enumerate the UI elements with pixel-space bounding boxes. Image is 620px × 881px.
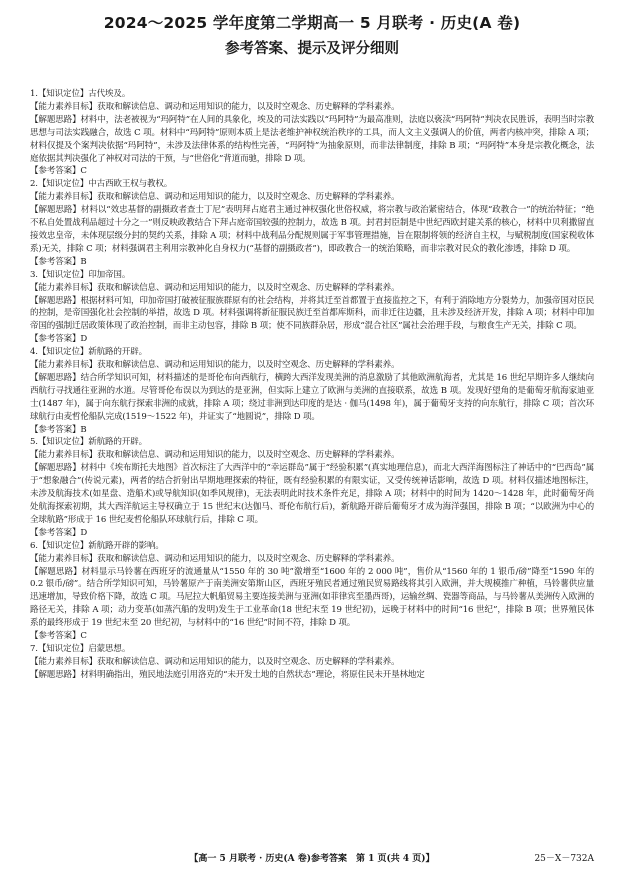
answer-item-5	[30, 436, 594, 539]
knowledge-line: 5.【知识定位】新航路的开辟。	[30, 437, 148, 448]
analysis-paragraph: 【解题思路】材料显示马铃薯在西班牙的流通量从“1550 年的 30 吨”激增至“1600 年的 2 000 吨”，售价从“1560 年的 1 银币/磅”降至“1590 年的 0.2 银币/磅”。结合所学知识可知，马铃薯原产于南美洲安第斯山区，西班牙殖民者通过殖民贸易路线将其引入欧洲，并大规模推广种植，马铃薯供应量迅速增加，导致价格下降，故选 C 项。马尼拉大帆船贸易主要连接美洲与亚洲(如菲律宾至墨西哥)，运输丝绸、瓷器等商品，与马铃薯从美洲传入欧洲的路径无关，排除 A 项；动力变革(如蒸汽船的发明)发生于工业革命(18 世纪末至 19 世纪初)，远晚于材料中的时间“16 世纪”，排除 B 项；世界殖民体系的最终形成于 19 世纪末至 20 世纪初，与材料中的“16 世纪”时间不符，排除 D 项。	[30, 566, 594, 629]
knowledge-line: 2.【知识定位】中古西欧王权与教权。	[30, 179, 173, 190]
analysis-paragraph: 【解题思路】材料以“效忠基督的副摄政者查士丁尼”表明拜占庭君主通过神权强化世俗权威，将宗教与政治紧密结合，体现“政教合一”的统治特征；“绝不私自处置战利品超过十分之一”则反映政教结合下拜占庭帝国较强的控制力，故选 B 项。封君封臣制是中世纪西欧封建关系的核心，材料中贝利撒留直接效忠皇帝，未体现层级分封的契约关系，排除 A 项；材料中战利品分配规则属于军事管理措施，旨在限制将领的经济自主权，与赋税制度(国家税收体系)无关，排除 C 项；材料强调君主利用宗教神化自身权力(“基督的副摄政者”)，即政教合一的统治策略，而非宗教对民众的教化渗透，排除 D 项。	[30, 205, 594, 254]
analysis-paragraph: 【解题思路】材料中，法老被视为“玛阿特”在人间的具象化，埃及的司法实践以“玛阿特”为最高准则，法庭以亵渎“玛阿特”判决农民胜诉，表明当时宗教思想与司法实践融合，故选 C 项。材料中“玛阿特”原则本质上是法老维护神权统治秩序的工具，而人文主义强调人的价值，两者内核冲突，排除 A 项；材料仅提及个案判决依据“玛阿特”，未涉及法律体系的结构性完善，“玛阿特”为抽象原则，而非法律制度，排除 B 项；“玛阿特”本身是宗教化概念，法庭依据其判决强化了神权对司法的干预，与“世俗化”背道而驰，排除 D 项。	[30, 114, 594, 164]
page-footer	[30, 851, 594, 867]
answer-line: 【参考答案】B	[30, 256, 87, 267]
knowledge-line: 3.【知识定位】印加帝国。	[30, 269, 131, 280]
answer-line: 【参考答案】C	[30, 166, 87, 177]
document-subtitle: 参考答案、提示及评分细则	[225, 41, 399, 57]
ability-line: 【能力素养目标】获取和解读信息、调动和运用知识的能力，以及时空观念、历史解释的学科素养。	[30, 101, 400, 112]
analysis-paragraph: 【解题思路】材料中《埃布斯托夫地图》首次标注了大西洋中的“幸运群岛”属于“经验积累”(真实地理信息)，而北大西洋海图标注了神话中的“巴西岛”属于“想象融合”(传说元素)，两者的结合折射出早期地理探索的特征，既有经验积累的有限实证，又受传统神话影响，故选 D 项。材料仅描述地图标注，未涉及航海技术(如星盘、造船术)或导航知识(如季风规律)，无法表明此时技术条件充足，排除 A 项；材料中的时间为 1420～1428 年，此时葡萄牙尚处航海探索初期，其大西洋航运主导权确立于 15 世纪末(达伽马、哥伦布航行后)，新航路开辟后葡萄牙才成为海洋强国，排除 B 项；“以欧洲为中心的全球航路”形成于 16 世纪麦哲伦船队环球航行后，排除 C 项。	[30, 463, 594, 525]
footer-code: 25－X－732A	[534, 854, 594, 864]
analysis-paragraph: 【解题思路】材料明确指出，殖民地法庭引用洛克的“未开发土地的自然状态”理论，将原住民未开垦林地定	[30, 669, 425, 680]
ability-line: 【能力素养目标】获取和解读信息、调动和运用知识的能力，以及时空观念、历史解释的学科素养。	[30, 192, 400, 203]
knowledge-line: 4.【知识定位】新航路的开辟。	[30, 347, 148, 358]
ability-line: 【能力素养目标】获取和解读信息、调动和运用知识的能力，以及时空观念、历史解释的学科素养。	[30, 553, 400, 564]
document-title: 2024～2025 学年度第二学期高一 5 月联考 · 历史(A 卷)	[103, 14, 521, 32]
answer-list	[30, 88, 594, 848]
answer-line: 【参考答案】B	[30, 424, 87, 435]
knowledge-line: 7.【知识定位】启蒙思想。	[30, 643, 131, 654]
answer-item-7	[30, 643, 594, 682]
knowledge-line: 6.【知识定位】新航路开辟的影响。	[30, 540, 164, 551]
analysis-paragraph: 【解题思路】结合所学知识可知，材料描述的是哥伦布向西航行，横跨大西洋发现美洲的消息激励了其他欧洲航海者，尤其是 16 世纪早期许多人继续向西航行寻找通往亚洲的水道。尽管哥伦布误以为到达的是亚洲，但实际上建立了欧洲与美洲的直接联系，故选 B 项。发现好望角的是葡萄牙航海家迪亚士(1487 年)，属于向东航行探索非洲的成就，排除 A 项；绕过非洲到达印度的是达 · 伽马(1498 年)，属于葡萄牙支持的向东航行，排除 C 项；首次环球航行由麦哲伦船队完成(1519～1522 年)，并证实了“地圆说”，排除 D 项。	[30, 372, 594, 422]
answer-line: 【参考答案】D	[30, 527, 88, 538]
ability-line: 【能力素养目标】获取和解读信息、调动和运用知识的能力，以及时空观念、历史解释的学科素养。	[30, 282, 400, 293]
answer-item-4	[30, 346, 594, 436]
knowledge-line: 1.【知识定位】古代埃及。	[30, 89, 131, 99]
ability-line: 【能力素养目标】获取和解读信息、调动和运用知识的能力，以及时空观念、历史解释的学科素养。	[30, 450, 400, 461]
answer-item-1	[30, 88, 594, 178]
answer-item-2	[30, 178, 594, 268]
footer-page-info: 【高一 5 月联考 · 历史(A 卷)参考答案 第 1 页(共 4 页)】	[189, 854, 435, 864]
answer-item-6	[30, 540, 594, 643]
analysis-paragraph: 【解题思路】根据材料可知，印加帝国打破被征服族群原有的社会结构，并将其迁至首都置于直接监控之下，有利于消除地方分裂势力，加强帝国对臣民的控制，是帝国强化社会控制的举措，故选 D 项。材料强调将新征服民族迁至首都库斯科，而非迁往边疆，且未涉及经济开发，排除 A 项；材料中印加帝国的强制迁居政策体现了政治控制，而非主动包容，排除 B 项；使不同族群杂居，形成“混合社区”属社会治理手段，与粮食生产无关，排除 C 项。	[30, 295, 594, 332]
ability-line: 【能力素养目标】获取和解读信息、调动和运用知识的能力，以及时空观念、历史解释的学科素养。	[30, 360, 400, 371]
answer-line: 【参考答案】D	[30, 334, 88, 345]
answer-line: 【参考答案】C	[30, 631, 87, 642]
answer-item-3	[30, 269, 594, 346]
ability-line: 【能力素养目标】获取和解读信息、调动和运用知识的能力，以及时空观念、历史解释的学科素养。	[30, 656, 400, 667]
